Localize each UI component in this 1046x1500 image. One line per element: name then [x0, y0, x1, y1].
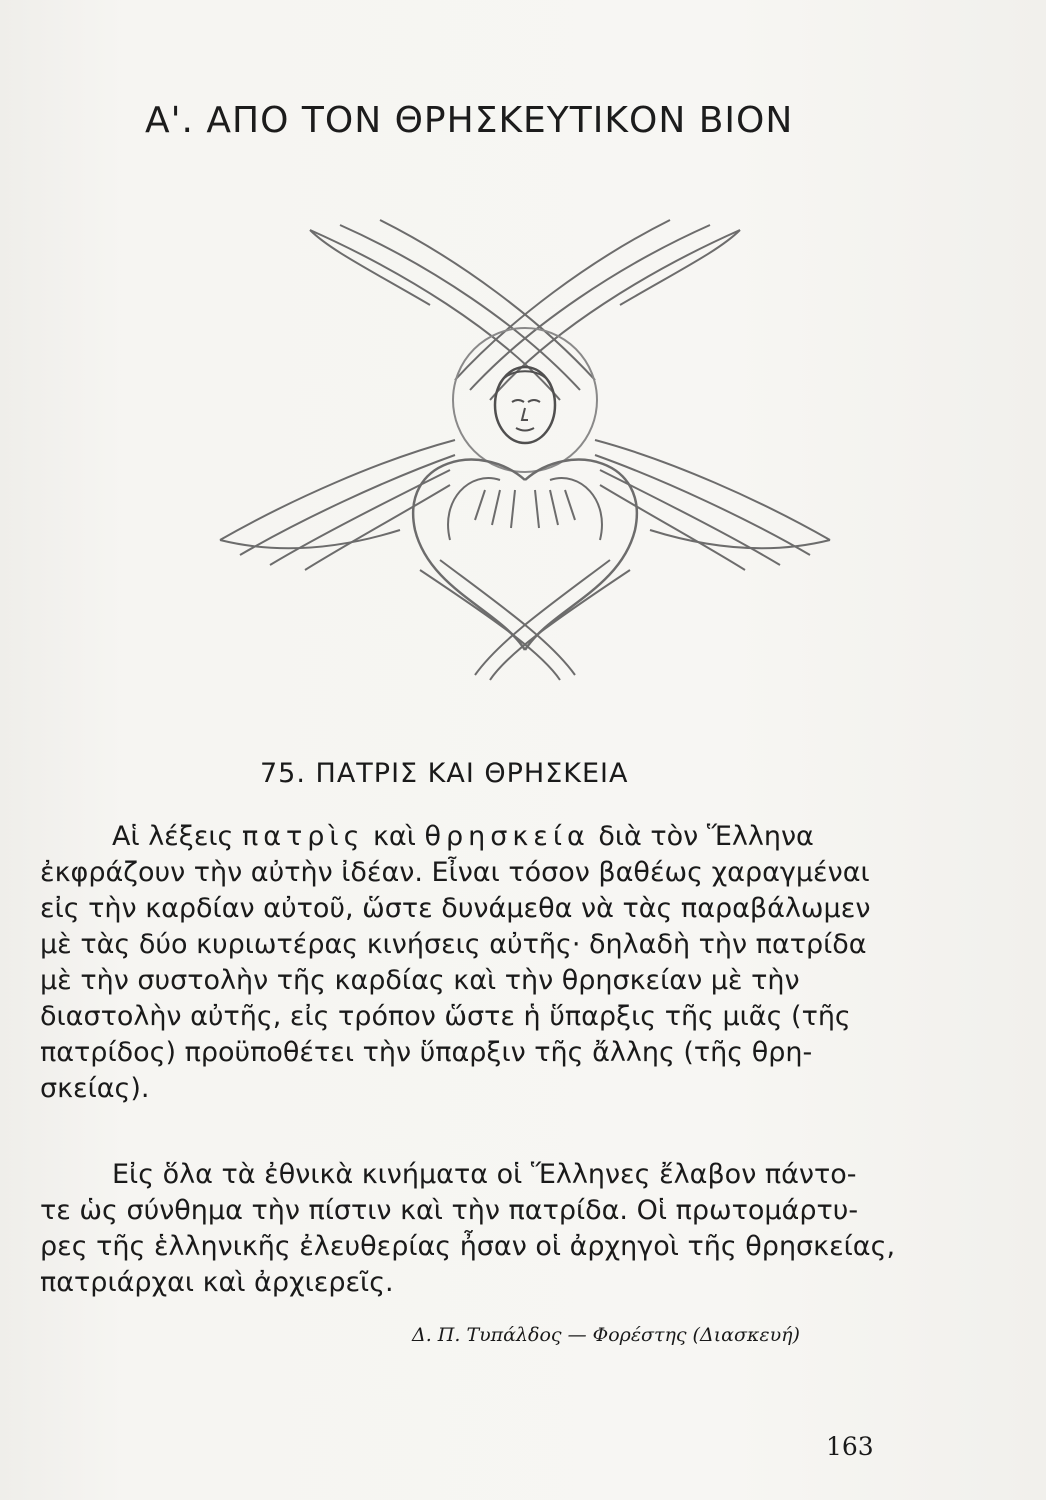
paragraph-line: ρες τῆς ἑλληνικῆς ἐλευθερίας ἦσαν οἱ ἀρχηγοὶ τῆς θρησκείας,: [40, 1231, 896, 1262]
spaced-word: θρησκεία: [424, 821, 590, 852]
paragraph-line: μὲ τὰς δύο κυριωτέρας κινήσεις αὐτῆς· δηλαδὴ τὴν πατρίδα: [40, 929, 867, 960]
paragraph-1: [40, 819, 886, 1107]
paragraph-line: τε ὡς σύνθημα τὴν πίστιν καὶ τὴν πατρίδα. Οἱ πρωτομάρτυ-: [40, 1195, 859, 1226]
paragraph-line: εἰς τὴν καρδίαν αὐτοῦ, ὥστε δυνάμεθα νὰ τὰς παραβάλωμεν: [40, 893, 871, 924]
text-run: διὰ τὸν Ἕλληνα: [589, 821, 814, 852]
seraph-icon: [200, 210, 850, 690]
chapter-title: 75. ΠΑΤΡΙΣ ΚΑΙ ΘΡΗΣΚΕΙΑ: [260, 758, 629, 789]
paragraph-line: μὲ τὴν συστολὴν τῆς καρδίας καὶ τὴν θρησκείαν μὲ τὴν: [40, 965, 800, 996]
paragraph-line: πατριάρχαι καὶ ἀρχιερεῖς.: [40, 1267, 394, 1298]
paragraph-line: διαστολὴν αὐτῆς, εἰς τρόπον ὥστε ἡ ὕπαρξις τῆς μιᾶς (τῆς: [40, 1001, 851, 1032]
section-heading: Α'. ΑΠΟ ΤΟΝ ΘΡΗΣΚΕΥΤΙΚΟΝ ΒΙΟΝ: [145, 100, 794, 141]
page-number: 163: [826, 1432, 874, 1461]
text-run: καὶ: [364, 821, 425, 852]
paragraph-line: σκείας).: [40, 1073, 150, 1104]
paragraph-2: [40, 1157, 896, 1301]
attribution: Δ. Π. Τυπάλδος — Φορέστης (Διασκευή): [412, 1324, 800, 1346]
paragraph-line: [40, 819, 886, 855]
text-run: Αἱ λέξεις: [112, 821, 242, 852]
paragraph-line: πατρίδος) προϋποθέτει τὴν ὕπαρξιν τῆς ἄλλης (τῆς θρη-: [40, 1037, 813, 1068]
paragraph-line: ἐκφράζουν τὴν αὐτὴν ἰδέαν. Εἶναι τόσον βαθέως χαραγμέναι: [40, 857, 870, 888]
spaced-word: πατρὶς: [241, 821, 365, 852]
paragraph-line: Εἰς ὅλα τὰ ἐθνικὰ κινήματα οἱ Ἕλληνες ἔλαβον πάντο-: [112, 1159, 857, 1190]
